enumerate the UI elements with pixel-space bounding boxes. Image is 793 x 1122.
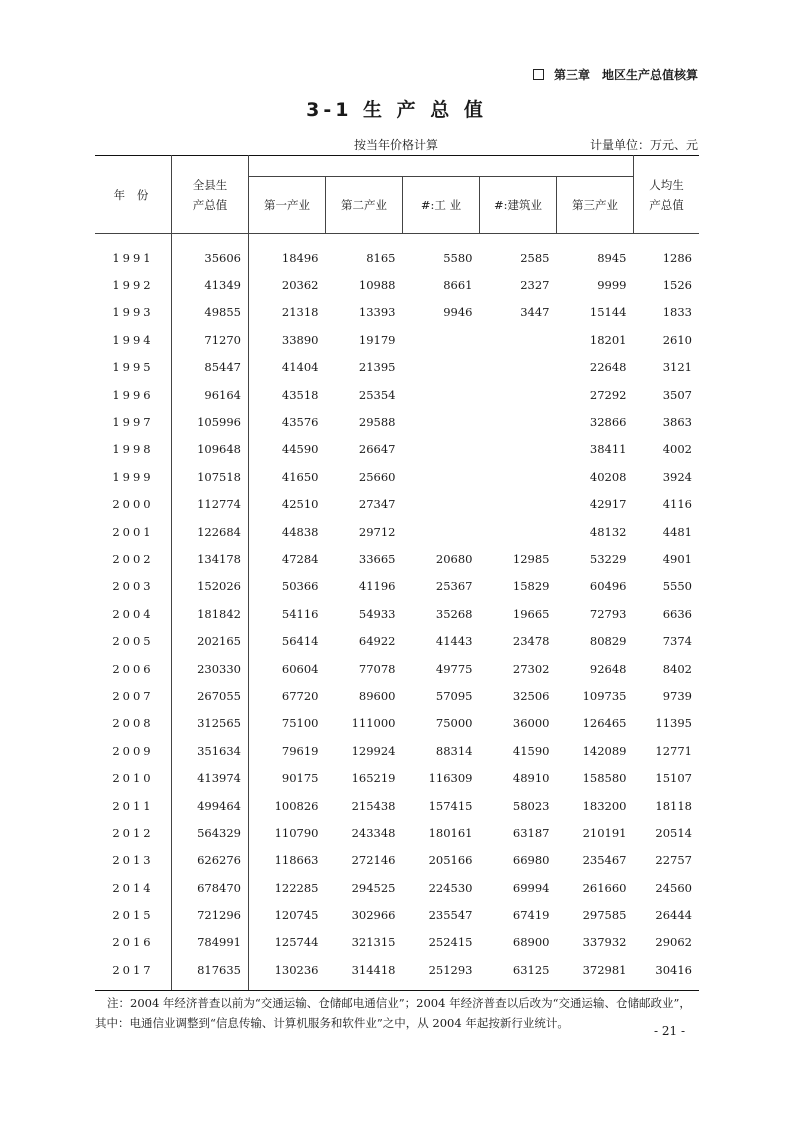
year-cell: 2011 xyxy=(95,792,172,819)
table-row xyxy=(95,573,699,600)
per-capita-cell: 3863 xyxy=(662,415,692,430)
gdp-cell: 105996 xyxy=(172,408,249,435)
construction-cell xyxy=(480,463,557,490)
per-capita-cell: 1286 xyxy=(662,250,692,265)
construction-cell: 63125 xyxy=(512,962,550,977)
per-capita-cell: 15107 xyxy=(655,771,692,786)
gdp-cell: 626276 xyxy=(172,847,249,874)
table-row xyxy=(95,929,699,956)
construction-cell: 58023 xyxy=(512,798,550,813)
year-cell: 2000 xyxy=(95,491,172,518)
secondary-cell: 294525 xyxy=(351,880,396,895)
year-cell: 2007 xyxy=(95,682,172,709)
secondary-cell: 129924 xyxy=(351,743,396,758)
industry-cell: 235547 xyxy=(428,908,473,923)
primary-cell: 67720 xyxy=(281,688,319,703)
table-row xyxy=(95,764,699,791)
secondary-cell: 243348 xyxy=(351,825,396,840)
tertiary-cell: 15144 xyxy=(589,305,627,320)
gdp-cell: 499464 xyxy=(172,792,249,819)
year-cell: 2004 xyxy=(95,600,172,627)
secondary-cell: 25354 xyxy=(358,387,396,402)
construction-cell: 63187 xyxy=(512,825,550,840)
secondary-cell: 29588 xyxy=(358,415,396,430)
primary-cell: 21318 xyxy=(281,305,319,320)
primary-cell: 100826 xyxy=(274,798,319,813)
table-row xyxy=(95,518,699,545)
tertiary-cell: 235467 xyxy=(582,853,627,868)
secondary-cell: 215438 xyxy=(351,798,396,813)
header-per-capita-line2: 产总值 xyxy=(649,197,684,212)
industry-cell: 224530 xyxy=(428,880,473,895)
tertiary-cell: 60496 xyxy=(589,579,627,594)
gdp-cell: 784991 xyxy=(172,929,249,956)
construction-cell: 2585 xyxy=(520,250,550,265)
table-row xyxy=(95,545,699,572)
secondary-cell: 302966 xyxy=(351,908,396,923)
tertiary-cell: 48132 xyxy=(589,524,627,539)
industry-cell: 9946 xyxy=(443,305,473,320)
table-row xyxy=(95,354,699,381)
primary-cell: 50366 xyxy=(281,579,319,594)
construction-cell: 41590 xyxy=(512,743,550,758)
per-capita-cell: 3924 xyxy=(662,469,692,484)
secondary-cell: 321315 xyxy=(351,935,396,950)
secondary-cell: 27347 xyxy=(358,497,396,512)
construction-cell: 68900 xyxy=(512,935,550,950)
footnote: 注：2004 年经济普查以前为“交通运输、仓储邮电通信业”；2004 年经济普查以后改为“交通运输、仓储邮政业”，其中：电通信业调整到“信息传输、计算机服务和软件业”之中，从 2004 年起按新行业统计。 xyxy=(95,996,691,1030)
per-capita-cell: 18118 xyxy=(655,798,692,813)
tertiary-cell: 337932 xyxy=(582,935,627,950)
industry-cell: 251293 xyxy=(428,962,473,977)
year-cell: 2005 xyxy=(95,627,172,654)
year-cell: 2016 xyxy=(95,929,172,956)
primary-cell: 60604 xyxy=(281,661,319,676)
primary-cell: 56414 xyxy=(281,634,319,649)
industry-cell xyxy=(403,326,480,353)
gdp-cell: 49855 xyxy=(172,299,249,326)
header-per-capita xyxy=(634,156,700,234)
year-cell: 2008 xyxy=(95,710,172,737)
industry-cell: 49775 xyxy=(435,661,473,676)
primary-cell: 120745 xyxy=(274,908,319,923)
gdp-cell: 230330 xyxy=(172,655,249,682)
per-capita-cell: 12771 xyxy=(655,743,692,758)
per-capita-cell: 11395 xyxy=(655,716,692,731)
gdp-cell: 267055 xyxy=(172,682,249,709)
year-cell: 2002 xyxy=(95,545,172,572)
industry-cell xyxy=(403,463,480,490)
year-cell: 1991 xyxy=(95,244,172,271)
table-row xyxy=(95,463,699,490)
header-gdp-line1: 全县生 xyxy=(192,177,228,192)
primary-cell: 42510 xyxy=(281,497,319,512)
primary-cell: 47284 xyxy=(281,551,319,566)
secondary-cell: 33665 xyxy=(358,551,396,566)
construction-cell: 67419 xyxy=(512,908,550,923)
secondary-cell: 8165 xyxy=(366,250,396,265)
per-capita-cell: 3507 xyxy=(662,387,692,402)
tertiary-cell: 9999 xyxy=(597,278,627,293)
year-cell: 2012 xyxy=(95,819,172,846)
gdp-cell: 202165 xyxy=(172,627,249,654)
secondary-cell: 29712 xyxy=(358,524,396,539)
per-capita-cell: 24560 xyxy=(655,880,692,895)
secondary-cell: 165219 xyxy=(351,771,396,786)
page-number: - 21 - xyxy=(653,1024,685,1038)
construction-cell: 3447 xyxy=(520,305,550,320)
table-row xyxy=(95,381,699,408)
tertiary-cell: 18201 xyxy=(589,332,627,347)
secondary-cell: 21395 xyxy=(358,360,396,375)
construction-cell xyxy=(480,518,557,545)
per-capita-cell: 6636 xyxy=(662,606,692,621)
primary-cell: 125744 xyxy=(274,935,319,950)
year-cell: 2006 xyxy=(95,655,172,682)
primary-cell: 44838 xyxy=(281,524,319,539)
year-cell: 1993 xyxy=(95,299,172,326)
bottom-rule-cell xyxy=(95,984,172,991)
year-cell: 2010 xyxy=(95,764,172,791)
tertiary-cell: 72793 xyxy=(589,606,627,621)
industry-cell: 57095 xyxy=(435,688,473,703)
header-per-capita-line1: 人均生 xyxy=(649,177,684,192)
secondary-cell: 64922 xyxy=(358,634,396,649)
tertiary-cell: 32866 xyxy=(589,415,627,430)
spacer-cell xyxy=(172,234,249,245)
tertiary-cell: 40208 xyxy=(589,469,627,484)
per-capita-cell: 29062 xyxy=(655,935,692,950)
per-capita-cell: 1833 xyxy=(662,305,692,320)
per-capita-cell: 4481 xyxy=(662,524,692,539)
tertiary-cell: 261660 xyxy=(582,880,627,895)
table-row xyxy=(95,491,699,518)
gdp-cell: 71270 xyxy=(172,326,249,353)
industry-cell: 252415 xyxy=(428,935,473,950)
year-cell: 2003 xyxy=(95,573,172,600)
gdp-cell: 41349 xyxy=(172,271,249,298)
industry-cell: 157415 xyxy=(428,798,473,813)
table-row xyxy=(95,682,699,709)
tertiary-cell: 53229 xyxy=(589,551,627,566)
table-row xyxy=(95,655,699,682)
per-capita-cell: 5550 xyxy=(662,579,692,594)
secondary-cell: 41196 xyxy=(358,579,396,594)
primary-cell: 44590 xyxy=(281,442,319,457)
primary-cell: 41404 xyxy=(281,360,319,375)
primary-cell: 41650 xyxy=(281,469,319,484)
header-gdp xyxy=(172,156,249,234)
construction-cell: 23478 xyxy=(512,634,550,649)
per-capita-cell: 8402 xyxy=(662,661,692,676)
gdp-cell: 413974 xyxy=(172,764,249,791)
gdp-cell: 35606 xyxy=(172,244,249,271)
bottom-rule-cell xyxy=(249,984,700,991)
table-subtitle: 按当年价格计算 xyxy=(354,138,439,152)
tertiary-cell: 109735 xyxy=(582,688,627,703)
gdp-cell: 85447 xyxy=(172,354,249,381)
table-row xyxy=(95,271,699,298)
per-capita-cell: 4002 xyxy=(662,442,692,457)
industry-cell: 75000 xyxy=(435,716,473,731)
construction-cell: 19665 xyxy=(512,606,550,621)
tertiary-cell: 8945 xyxy=(597,250,627,265)
per-capita-cell: 30416 xyxy=(655,962,692,977)
gdp-cell: 312565 xyxy=(172,710,249,737)
gdp-cell: 721296 xyxy=(172,901,249,928)
header-tertiary: 第三产业 xyxy=(557,177,634,234)
header-secondary: 第二产业 xyxy=(326,177,403,234)
secondary-cell: 10988 xyxy=(358,278,396,293)
construction-cell xyxy=(480,326,557,353)
industry-cell xyxy=(403,436,480,463)
year-cell: 1999 xyxy=(95,463,172,490)
year-cell: 1996 xyxy=(95,381,172,408)
gdp-cell: 181842 xyxy=(172,600,249,627)
industry-cell: 116309 xyxy=(428,771,473,786)
secondary-cell: 111000 xyxy=(351,716,396,731)
per-capita-cell: 4901 xyxy=(662,551,692,566)
per-capita-cell: 3121 xyxy=(662,360,692,375)
year-cell: 1992 xyxy=(95,271,172,298)
year-cell: 2001 xyxy=(95,518,172,545)
construction-cell: 2327 xyxy=(520,278,550,293)
table-row xyxy=(95,244,699,271)
gdp-cell: 109648 xyxy=(172,436,249,463)
year-cell: 1994 xyxy=(95,326,172,353)
year-cell: 1995 xyxy=(95,354,172,381)
tertiary-cell: 42917 xyxy=(589,497,627,512)
header-construction: #:建筑业 xyxy=(480,177,557,234)
secondary-cell: 314418 xyxy=(351,962,396,977)
tertiary-cell: 27292 xyxy=(589,387,627,402)
primary-cell: 18496 xyxy=(281,250,319,265)
industry-cell: 41443 xyxy=(435,634,473,649)
secondary-cell: 54933 xyxy=(358,606,396,621)
secondary-cell: 25660 xyxy=(358,469,396,484)
year-cell: 2015 xyxy=(95,901,172,928)
table-row xyxy=(95,956,699,983)
year-cell: 2013 xyxy=(95,847,172,874)
primary-cell: 118663 xyxy=(274,853,319,868)
bottom-rule-cell xyxy=(172,984,249,991)
primary-cell: 130236 xyxy=(274,962,319,977)
industry-cell xyxy=(403,381,480,408)
industry-cell: 180161 xyxy=(428,825,473,840)
per-capita-cell: 26444 xyxy=(655,908,692,923)
primary-cell: 90175 xyxy=(281,771,319,786)
industry-cell: 5580 xyxy=(443,250,473,265)
gdp-cell: 564329 xyxy=(172,819,249,846)
tertiary-cell: 80829 xyxy=(589,634,627,649)
industry-cell: 8661 xyxy=(443,278,473,293)
industry-cell: 20680 xyxy=(435,551,473,566)
table-row xyxy=(95,874,699,901)
primary-cell: 54116 xyxy=(281,606,319,621)
year-cell: 2009 xyxy=(95,737,172,764)
tertiary-cell: 183200 xyxy=(582,798,627,813)
header-industry: #:工 业 xyxy=(403,177,480,234)
gdp-cell: 122684 xyxy=(172,518,249,545)
secondary-cell: 13393 xyxy=(358,305,396,320)
construction-cell: 15829 xyxy=(512,579,550,594)
per-capita-cell: 4116 xyxy=(662,497,692,512)
per-capita-cell: 22757 xyxy=(655,853,692,868)
secondary-cell: 89600 xyxy=(358,688,396,703)
tertiary-cell: 372981 xyxy=(582,962,627,977)
primary-cell: 122285 xyxy=(274,880,319,895)
per-capita-cell: 20514 xyxy=(655,825,692,840)
table-row xyxy=(95,901,699,928)
construction-cell: 36000 xyxy=(512,716,550,731)
gdp-cell: 678470 xyxy=(172,874,249,901)
spacer-cell xyxy=(95,234,172,245)
gdp-cell: 351634 xyxy=(172,737,249,764)
tertiary-cell: 297585 xyxy=(582,908,627,923)
primary-cell: 20362 xyxy=(281,278,319,293)
primary-cell: 33890 xyxy=(281,332,319,347)
header-group-band xyxy=(249,156,634,177)
header-year: 年 份 xyxy=(95,156,172,234)
industry-cell: 205166 xyxy=(428,853,473,868)
industry-cell xyxy=(403,354,480,381)
tertiary-cell: 210191 xyxy=(582,825,627,840)
tertiary-cell: 92648 xyxy=(589,661,627,676)
page-title: 3-1 生 产 总 值 xyxy=(306,99,487,121)
tertiary-cell: 158580 xyxy=(582,771,627,786)
construction-cell: 32506 xyxy=(512,688,550,703)
square-icon xyxy=(533,69,544,80)
per-capita-cell: 1526 xyxy=(662,278,692,293)
spacer-cell xyxy=(249,234,700,245)
construction-cell: 66980 xyxy=(512,853,550,868)
gdp-cell: 152026 xyxy=(172,573,249,600)
industry-cell xyxy=(403,491,480,518)
chapter-title: 第三章 地区生产总值核算 xyxy=(553,68,698,82)
table-row xyxy=(95,627,699,654)
construction-cell: 27302 xyxy=(512,661,550,676)
industry-cell: 88314 xyxy=(435,743,473,758)
per-capita-cell: 9739 xyxy=(662,688,692,703)
primary-cell: 79619 xyxy=(281,743,319,758)
gdp-cell: 134178 xyxy=(172,545,249,572)
tertiary-cell: 126465 xyxy=(582,716,627,731)
table-row xyxy=(95,819,699,846)
primary-cell: 75100 xyxy=(281,716,319,731)
table-row xyxy=(95,326,699,353)
industry-cell xyxy=(403,518,480,545)
construction-cell xyxy=(480,491,557,518)
primary-cell: 110790 xyxy=(274,825,319,840)
running-head xyxy=(533,66,698,83)
primary-cell: 43518 xyxy=(281,387,319,402)
tertiary-cell: 38411 xyxy=(589,442,627,457)
tertiary-cell: 22648 xyxy=(589,360,627,375)
tertiary-cell: 142089 xyxy=(582,743,627,758)
industry-cell xyxy=(403,408,480,435)
construction-cell xyxy=(480,381,557,408)
primary-cell: 43576 xyxy=(281,415,319,430)
gdp-cell: 112774 xyxy=(172,491,249,518)
gdp-cell: 96164 xyxy=(172,381,249,408)
secondary-cell: 19179 xyxy=(358,332,396,347)
table-row xyxy=(95,710,699,737)
table-row xyxy=(95,847,699,874)
table-row xyxy=(95,408,699,435)
gdp-table xyxy=(95,155,699,991)
per-capita-cell: 7374 xyxy=(662,634,692,649)
year-cell: 1997 xyxy=(95,408,172,435)
unit-label: 计量单位：万元、元 xyxy=(589,138,698,152)
year-cell: 1998 xyxy=(95,436,172,463)
table-row xyxy=(95,737,699,764)
year-cell: 2014 xyxy=(95,874,172,901)
table-row xyxy=(95,436,699,463)
year-cell: 2017 xyxy=(95,956,172,983)
header-gdp-line2: 产总值 xyxy=(192,197,228,212)
gdp-cell: 107518 xyxy=(172,463,249,490)
construction-cell xyxy=(480,354,557,381)
gdp-cell: 817635 xyxy=(172,956,249,983)
industry-cell: 35268 xyxy=(435,606,473,621)
construction-cell xyxy=(480,436,557,463)
table-row xyxy=(95,299,699,326)
industry-cell: 25367 xyxy=(435,579,473,594)
secondary-cell: 272146 xyxy=(351,853,396,868)
construction-cell: 48910 xyxy=(512,771,550,786)
table-row xyxy=(95,792,699,819)
table-row xyxy=(95,600,699,627)
per-capita-cell: 2610 xyxy=(662,332,692,347)
construction-cell xyxy=(480,408,557,435)
header-primary: 第一产业 xyxy=(249,177,326,234)
secondary-cell: 77078 xyxy=(358,661,396,676)
construction-cell: 69994 xyxy=(512,880,550,895)
construction-cell: 12985 xyxy=(512,551,550,566)
secondary-cell: 26647 xyxy=(358,442,396,457)
